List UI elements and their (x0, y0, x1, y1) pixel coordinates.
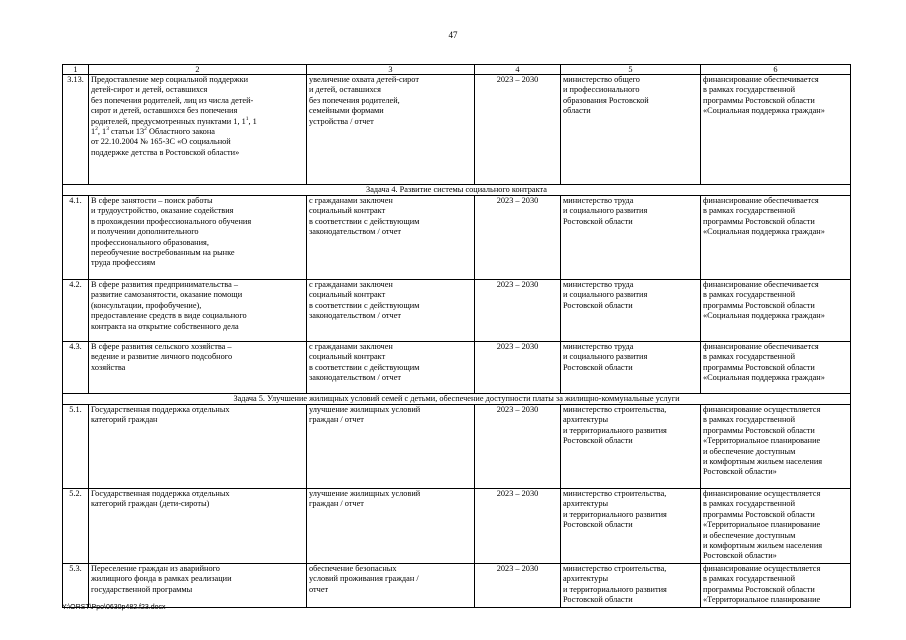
file-path-footer: Y:\ORST\Ppo\0630p482.f23.docx (62, 604, 166, 611)
financing-cell: финансирование обеспечивается в рамках государственной программы Ростовской области «Социальная поддержка граждан» (701, 196, 851, 280)
header-cell: 1 (63, 65, 89, 75)
row-number: 5.1. (63, 405, 89, 489)
header-cell: 3 (307, 65, 475, 75)
row-number: 5.3. (63, 564, 89, 608)
measure-cell: В сфере развития сельского хозяйства – ведение и развитие личного подсобного хозяйства (89, 342, 307, 394)
row-number: 3.13. (63, 75, 89, 185)
executor-cell: министерство строительства, архитектуры и территориального развития Ростовской области (561, 564, 701, 608)
task-heading: Задача 4. Развитие системы социального контракта (63, 185, 851, 196)
period-cell: 2023 – 2030 (475, 489, 561, 564)
financing-cell: финансирование обеспечивается в рамках государственной программы Ростовской области «Социальная поддержка граждан» (701, 75, 851, 185)
period-cell: 2023 – 2030 (475, 196, 561, 280)
task-heading-row (63, 394, 851, 405)
header-cell: 6 (701, 65, 851, 75)
executor-cell: министерство труда и социального развития Ростовской области (561, 280, 701, 342)
measure-cell: Государственная поддержка отдельных категорий граждан (89, 405, 307, 489)
result-cell: улучшение жилищных условий граждан / отчет (307, 405, 475, 489)
result-cell: увеличение охвата детей-сирот и детей, оставшихся без попечения родителей, семейными формами устройства / отчет (307, 75, 475, 185)
executor-cell: министерство строительства, архитектуры и территориального развития Ростовской области (561, 489, 701, 564)
measure-cell: Государственная поддержка отдельных категорий граждан (дети-сироты) (89, 489, 307, 564)
period-cell: 2023 – 2030 (475, 75, 561, 185)
page-number: 47 (448, 30, 458, 40)
period-cell: 2023 – 2030 (475, 280, 561, 342)
table-row (63, 342, 851, 394)
executor-cell: министерство труда и социального развития Ростовской области (561, 342, 701, 394)
measure-cell: В сфере занятости – поиск работы и трудоустройство, оказание содействия в прохождении профессионального обучения и получении дополнительного профессионального образования, переобучение востребованным на рынке труда профессиям (89, 196, 307, 280)
measure-cell: Переселение граждан из аварийного жилищного фонда в рамках реализации государственной программы (89, 564, 307, 608)
result-cell: обеспечение безопасных условий проживания граждан / отчет (307, 564, 475, 608)
result-cell: улучшение жилищных условий граждан / отчет (307, 489, 475, 564)
result-cell: с гражданами заключен социальный контракт в соответствии с действующим законодательством / отчет (307, 280, 475, 342)
header-cell: 5 (561, 65, 701, 75)
period-cell: 2023 – 2030 (475, 342, 561, 394)
row-number: 4.2. (63, 280, 89, 342)
measure-cell: В сфере развития предпринимательства – развитие самозанятости, оказание помощи (консультации, профобучение), предоставление средств в виде социального контракта на открытие собственного дела (89, 280, 307, 342)
period-cell: 2023 – 2030 (475, 405, 561, 489)
executor-cell: министерство труда и социального развития Ростовской области (561, 196, 701, 280)
table-row (63, 196, 851, 280)
row-number: 4.3. (63, 342, 89, 394)
table-row (63, 75, 851, 185)
period-cell: 2023 – 2030 (475, 564, 561, 608)
financing-cell: финансирование осуществляется в рамках государственной программы Ростовской области «Территориальное планирование и обеспечение доступным и комфортным жильем населения Ростовской области» (701, 489, 851, 564)
result-cell: с гражданами заключен социальный контракт в соответствии с действующим законодательством / отчет (307, 342, 475, 394)
task-heading-row (63, 185, 851, 196)
financing-cell: финансирование осуществляется в рамках государственной программы Ростовской области «Территориальное планирование (701, 564, 851, 608)
table-row (63, 405, 851, 489)
table-row (63, 564, 851, 608)
task-heading: Задача 5. Улучшение жилищных условий семей с детьми, обеспечение доступности платы за жилищно-коммунальные услуги (63, 394, 851, 405)
header-cell: 2 (89, 65, 307, 75)
executor-cell: министерство общего и профессионального образования Ростовской области (561, 75, 701, 185)
row-number: 5.2. (63, 489, 89, 564)
executor-cell: министерство строительства, архитектуры и территориального развития Ростовской области (561, 405, 701, 489)
measure-cell: Предоставление мер социальной поддержки детей-сирот и детей, оставшихся без попечения родителей, лиц из числа детей- сирот и детей, оставшихся без попечения родителей, предусмотренных пунктами 1, $1^1$, 1 $1^2$, $1^3$ статьи $13^2$ Областного закона от 22.10.2004 № 165-ЗС «О социальной поддержке детства в Ростовской области» (89, 75, 307, 185)
table-row (63, 280, 851, 342)
result-cell: с гражданами заключен социальный контракт в соответствии с действующим законодательством / отчет (307, 196, 475, 280)
financing-cell: финансирование обеспечивается в рамках государственной программы Ростовской области «Социальная поддержка граждан» (701, 280, 851, 342)
table-row (63, 489, 851, 564)
financing-cell: финансирование осуществляется в рамках государственной программы Ростовской области «Территориальное планирование и обеспечение доступным и комфортным жильем населения Ростовской области» (701, 405, 851, 489)
table-header-row (63, 65, 851, 75)
header-cell: 4 (475, 65, 561, 75)
row-number: 4.1. (63, 196, 89, 280)
measures-table (62, 64, 851, 608)
financing-cell: финансирование обеспечивается в рамках государственной программы Ростовской области «Социальная поддержка граждан» (701, 342, 851, 394)
